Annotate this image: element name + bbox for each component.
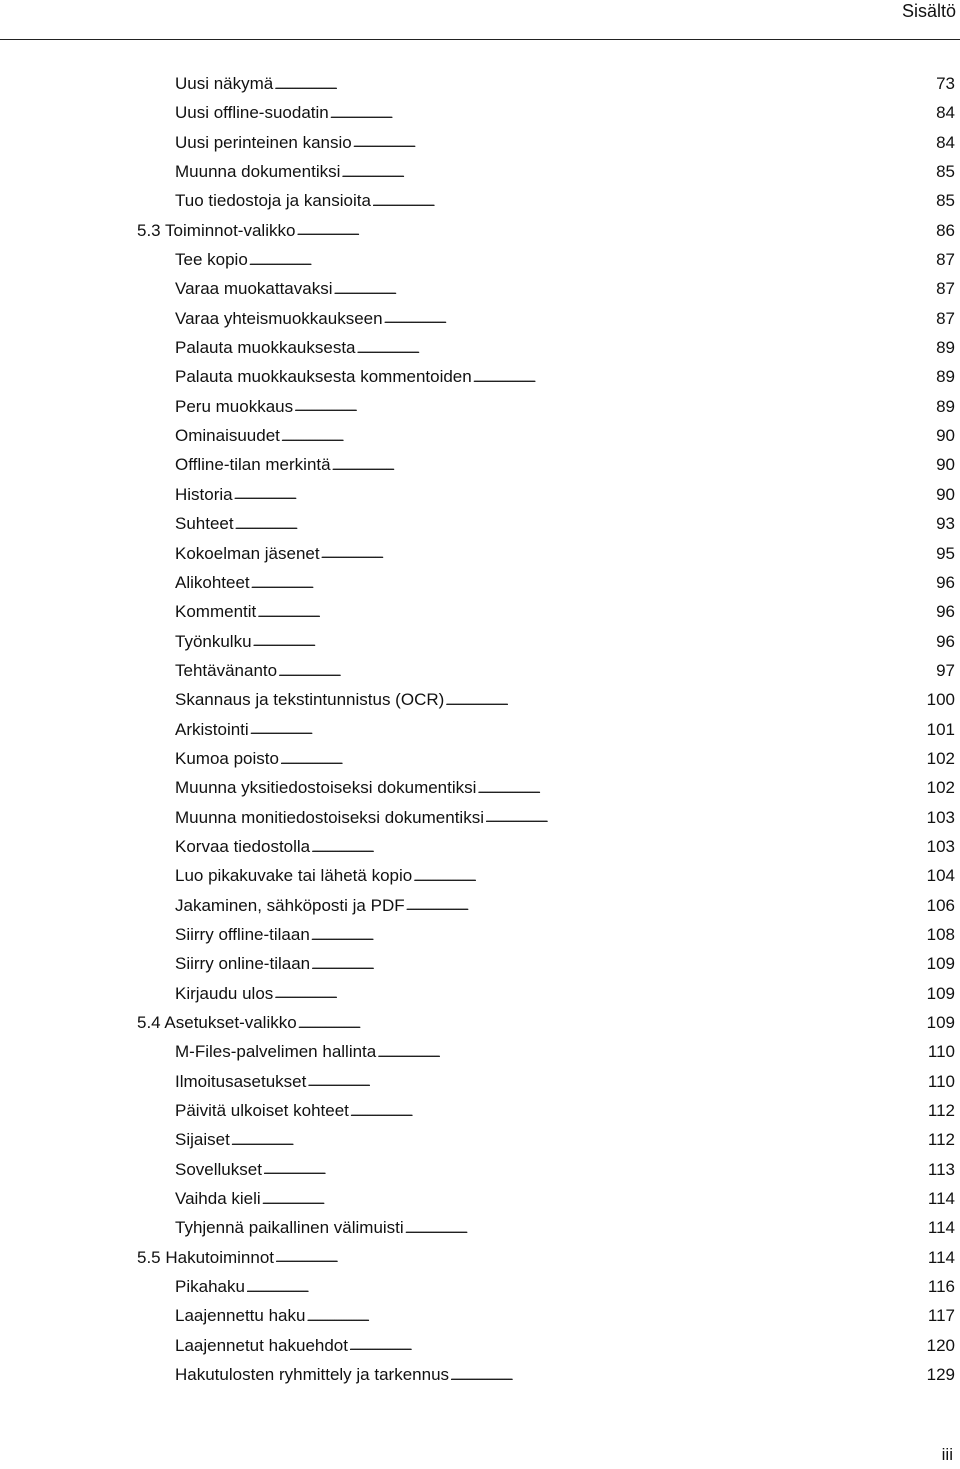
toc-dot-leader [280,749,926,769]
toc-entry[interactable] [0,597,955,626]
toc-entry-label: Luo pikakuvake tai lähetä kopio [175,866,413,886]
toc-entry-page: 114 [927,1218,955,1238]
toc-dot-leader [306,1306,926,1326]
toc-dot-leader [307,1071,927,1091]
toc-dot-leader [311,837,925,857]
toc-entry[interactable] [0,656,955,685]
toc-dot-leader [377,1042,927,1062]
toc-entry-page: 101 [926,719,955,739]
toc-entry[interactable] [0,274,955,303]
toc-dot-leader [250,719,926,739]
toc-entry[interactable] [0,715,955,744]
toc-dot-leader [333,279,935,299]
toc-entry-label: 5.5 Hakutoiminnot [137,1247,275,1267]
toc-entry-label: Arkistointi [175,719,249,739]
toc-entry-page: 96 [936,631,955,651]
toc-dot-leader [234,484,935,504]
toc-entry[interactable] [0,362,955,391]
toc-entry-label: Laajennettu haku [175,1306,306,1326]
toc-entry[interactable] [0,568,955,597]
toc-entry-page: 112 [927,1101,955,1121]
toc-entry[interactable] [0,304,955,333]
toc-entry-page: 100 [926,690,955,710]
toc-entry-label: Kumoa poisto [175,748,279,768]
toc-dot-leader [353,132,935,152]
toc-entry-label: Muunna yksitiedostoiseksi dokumentiksi [175,778,477,798]
toc-entry-label: Pikahaku [175,1277,245,1297]
toc-entry-page: 108 [926,924,955,944]
toc-dot-leader [311,954,926,974]
toc-entry-label: Uusi perinteinen kansio [175,132,352,152]
table-of-contents [0,69,960,1389]
toc-entry-label: Palauta muokkauksesta [175,338,356,358]
toc-entry[interactable] [0,509,955,538]
toc-entry[interactable] [0,803,955,832]
toc-entry[interactable] [0,685,955,714]
toc-entry-label: Uusi näkymä [175,74,274,93]
toc-entry-page: 103 [926,836,955,856]
toc-entry-label: Työnkulku [175,631,252,651]
toc-entry[interactable] [0,1125,955,1154]
toc-entry-label: Kirjaudu ulos [175,983,274,1003]
toc-dot-leader [235,514,935,534]
toc-entry-page: 97 [936,660,955,680]
toc-entry-page: 106 [926,895,955,915]
toc-entry-page: 87 [936,279,955,299]
toc-entry[interactable] [0,1331,955,1360]
toc-dot-leader [332,455,935,475]
toc-entry[interactable] [0,891,955,920]
toc-dot-leader [473,367,935,387]
toc-dot-leader [263,1159,927,1179]
header-title: Sisältö [901,1,956,21]
toc-entry-label: Historia [175,484,233,504]
toc-dot-leader [350,1101,927,1121]
toc-dot-leader [281,426,935,446]
toc-dot-leader [251,573,935,593]
toc-entry[interactable] [0,1155,955,1184]
toc-entry[interactable] [0,920,955,949]
toc-dot-leader [321,543,935,563]
toc-entry-page: 73 [936,74,955,93]
toc-dot-leader [274,983,925,1003]
toc-entry[interactable] [0,186,955,215]
toc-dot-leader [246,1277,927,1297]
toc-entry[interactable] [0,157,955,186]
toc-entry-label: Sijaiset [175,1130,230,1150]
toc-dot-leader [405,1218,927,1238]
toc-entry-label: 5.4 Asetukset-valikko [137,1013,297,1032]
toc-entry[interactable] [0,1301,955,1330]
toc-dot-leader [298,1013,926,1033]
toc-entry-page: 89 [936,396,955,416]
toc-entry[interactable] [0,392,955,421]
toc-dot-leader [231,1130,927,1150]
toc-entry[interactable] [0,98,955,127]
toc-entry[interactable] [0,480,955,509]
toc-entry-page: 89 [936,367,955,387]
toc-dot-leader [413,866,925,886]
toc-dot-leader [406,895,926,915]
toc-entry-label: Alikohteet [175,572,250,592]
toc-entry[interactable] [0,128,955,157]
toc-entry-page: 109 [926,1013,955,1032]
toc-dot-leader [357,338,936,358]
toc-entry-label: Varaa yhteismuokkaukseen [175,308,383,328]
toc-entry-page: 110 [927,1042,955,1062]
toc-entry-page: 104 [926,866,955,886]
toc-entry[interactable] [0,216,955,245]
toc-entry-page: 90 [936,484,955,504]
toc-entry-label: Siirry online-tilaan [175,954,311,974]
toc-entry-label: Jakaminen, sähköposti ja PDF [175,895,405,915]
toc-entry-label: Vaihda kieli [175,1189,261,1209]
toc-entry-label: Kommentit [175,602,257,622]
toc-entry-page: 87 [936,250,955,270]
toc-entry-label: Ominaisuudet [175,426,280,446]
toc-entry-page: 84 [936,103,955,123]
toc-entry-page: 129 [926,1365,955,1385]
toc-entry[interactable] [0,421,955,450]
toc-entry-page: 84 [936,132,955,152]
toc-dot-leader [257,602,935,622]
toc-entry-label: Uusi offline-suodatin [175,103,329,123]
toc-entry-label: Palauta muokkauksesta kommentoiden [175,367,472,387]
toc-dot-leader [294,396,935,416]
toc-entry-label: M-Files-palvelimen hallinta [175,1042,377,1062]
toc-dot-leader [372,191,935,211]
toc-dot-leader [296,220,935,240]
toc-entry-label: Päivitä ulkoiset kohteet [175,1101,349,1121]
toc-dot-leader [477,778,925,798]
toc-dot-leader [341,162,935,182]
toc-entry-label: Hakutulosten ryhmittely ja tarkennus [175,1365,450,1385]
toc-entry-page: 90 [936,455,955,475]
toc-entry[interactable] [0,949,955,978]
toc-dot-leader [445,690,925,710]
toc-dot-leader [450,1365,926,1385]
toc-entry[interactable] [0,832,955,861]
toc-entry-page: 112 [927,1130,955,1150]
toc-entry[interactable] [0,245,955,274]
header-rule [0,39,960,40]
toc-entry-page: 109 [926,954,955,974]
toc-dot-leader [330,103,935,123]
toc-entry[interactable] [0,333,955,362]
toc-entry[interactable] [0,539,955,568]
toc-dot-leader [349,1335,926,1355]
toc-entry-page: 110 [927,1071,955,1091]
toc-entry-page: 113 [927,1159,955,1179]
toc-entry-label: Offline-tilan merkintä [175,455,331,475]
toc-entry-label: 5.3 Toiminnot-valikko [137,220,296,240]
toc-entry-page: 93 [936,514,955,534]
toc-dot-leader [253,631,936,651]
toc-entry[interactable] [0,1184,955,1213]
toc-entry[interactable] [0,1243,955,1272]
toc-entry-label: Korvaa tiedostolla [175,836,311,856]
toc-entry-page: 96 [936,602,955,622]
toc-entry-label: Varaa muokattavaksi [175,279,333,299]
toc-entry-page: 120 [926,1335,955,1355]
toc-entry-label: Muunna monitiedostoiseksi dokumentiksi [175,807,484,827]
toc-entry[interactable] [0,1067,955,1096]
toc-entry-page: 116 [927,1277,955,1297]
toc-entry-label: Peru muokkaus [175,396,294,416]
toc-dot-leader [249,250,935,270]
toc-entry[interactable] [0,773,955,802]
toc-entry[interactable] [0,861,955,890]
toc-dot-leader [262,1189,927,1209]
toc-entry-label: Tehtävänanto [175,660,278,680]
toc-dot-leader [311,925,926,945]
toc-entry[interactable] [0,1037,955,1066]
toc-entry-page: 102 [926,748,955,768]
toc-entry-label: Kokoelman jäsenet [175,543,320,563]
toc-entry-label: Siirry offline-tilaan [175,924,310,944]
toc-dot-leader [274,74,935,94]
toc-dot-leader [275,1247,927,1267]
toc-entry[interactable] [0,1213,955,1242]
toc-entry[interactable] [0,744,955,773]
toc-entry-page: 102 [926,778,955,798]
toc-dot-leader [384,308,936,328]
toc-entry[interactable] [0,979,955,1008]
toc-entry-label: Tee kopio [175,250,248,270]
toc-entry-page: 89 [936,338,955,358]
toc-entry-label: Ilmoitusasetukset [175,1071,307,1091]
toc-entry-label: Sovellukset [175,1159,262,1179]
toc-entry-page: 114 [927,1189,955,1209]
toc-dot-leader [485,807,926,827]
toc-entry-label: Tyhjennä paikallinen välimuisti [175,1218,404,1238]
toc-entry-page: 87 [936,308,955,328]
toc-entry[interactable] [0,1360,955,1389]
toc-entry-label: Skannaus ja tekstintunnistus (OCR) [175,690,445,710]
toc-entry[interactable] [0,1096,955,1125]
toc-entry-label: Muunna dokumentiksi [175,162,341,182]
toc-entry-page: 86 [936,220,955,240]
toc-entry[interactable] [0,69,955,98]
toc-entry[interactable] [0,1272,955,1301]
toc-entry[interactable] [0,627,955,656]
toc-entry[interactable] [0,450,955,479]
toc-entry-page: 103 [926,807,955,827]
toc-entry-page: 117 [927,1306,955,1326]
toc-entry-page: 114 [927,1247,955,1267]
toc-entry-page: 95 [936,543,955,563]
page-number: iii [941,1445,953,1464]
toc-entry[interactable] [0,1008,955,1037]
toc-dot-leader [278,661,935,681]
toc-entry-page: 90 [936,426,955,446]
toc-entry-label: Laajennetut hakuehdot [175,1335,348,1355]
toc-entry-label: Tuo tiedostoja ja kansioita [175,191,371,211]
toc-entry-page: 109 [926,983,955,1003]
toc-entry-page: 96 [936,572,955,592]
toc-entry-page: 85 [936,191,955,211]
toc-entry-page: 85 [936,162,955,182]
toc-entry-label: Suhteet [175,514,234,534]
